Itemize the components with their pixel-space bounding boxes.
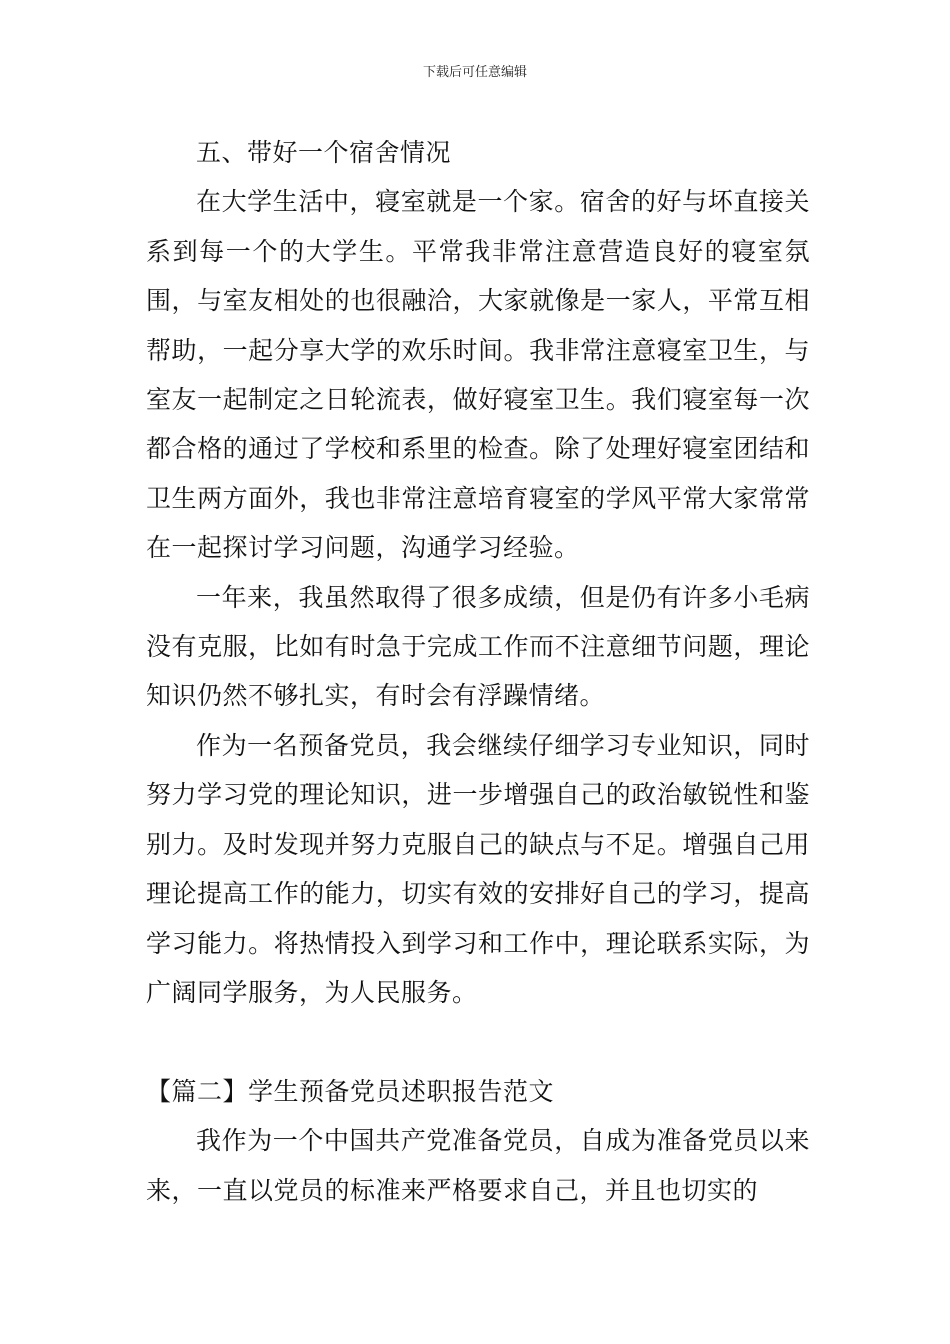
page-header-note: 下载后可任意编辑	[422, 65, 527, 80]
document-body	[146, 128, 810, 1215]
paragraph-shortcomings: 一年来，我虽然取得了很多成绩，但是仍有许多小毛病没有克服，比如有时急于完成工作而不注意细节问题，理论知识仍然不够扎实，有时会有浮躁情绪。	[146, 582, 810, 711]
paragraph-commitment: 作为一名预备党员，我会继续仔细学习专业知识，同时努力学习党的理论知识，进一步增强自己的政治敏锐性和鉴别力。及时发现并努力克服自己的缺点与不足。增强自己用理论提高工作的能力，切实有效的安排好自己的学习，提高学习能力。将热情投入到学习和工作中，理论联系实际，为广阔同学服务，为人民服务。	[146, 730, 810, 1007]
paragraph-dormitory: 在大学生活中，寝室就是一个家。宿舍的好与坏直接关系到每一个的大学生。平常我非常注意营造良好的寝室氛围，与室友相处的也很融洽，大家就像是一家人，平常互相帮助，一起分享大学的欢乐时间。我非常注意寝室卫生，与室友一起制定之日轮流表，做好寝室卫生。我们寝室每一次都合格的通过了学校和系里的检查。除了处理好寝室团结和卫生两方面外，我也非常注意培育寝室的学风平常大家常常在一起探讨学习问题，沟通学习经验。	[146, 187, 810, 563]
paragraph-chapter-intro: 我作为一个中国共产党准备党员，自成为准备党员以来来，一直以党员的标准来严格要求自己，并且也切实的	[146, 1126, 810, 1205]
section-title: 五、带好一个宿舍情况	[196, 138, 452, 167]
chapter-title: 【篇二】学生预备党员述职报告范文	[146, 1076, 555, 1106]
